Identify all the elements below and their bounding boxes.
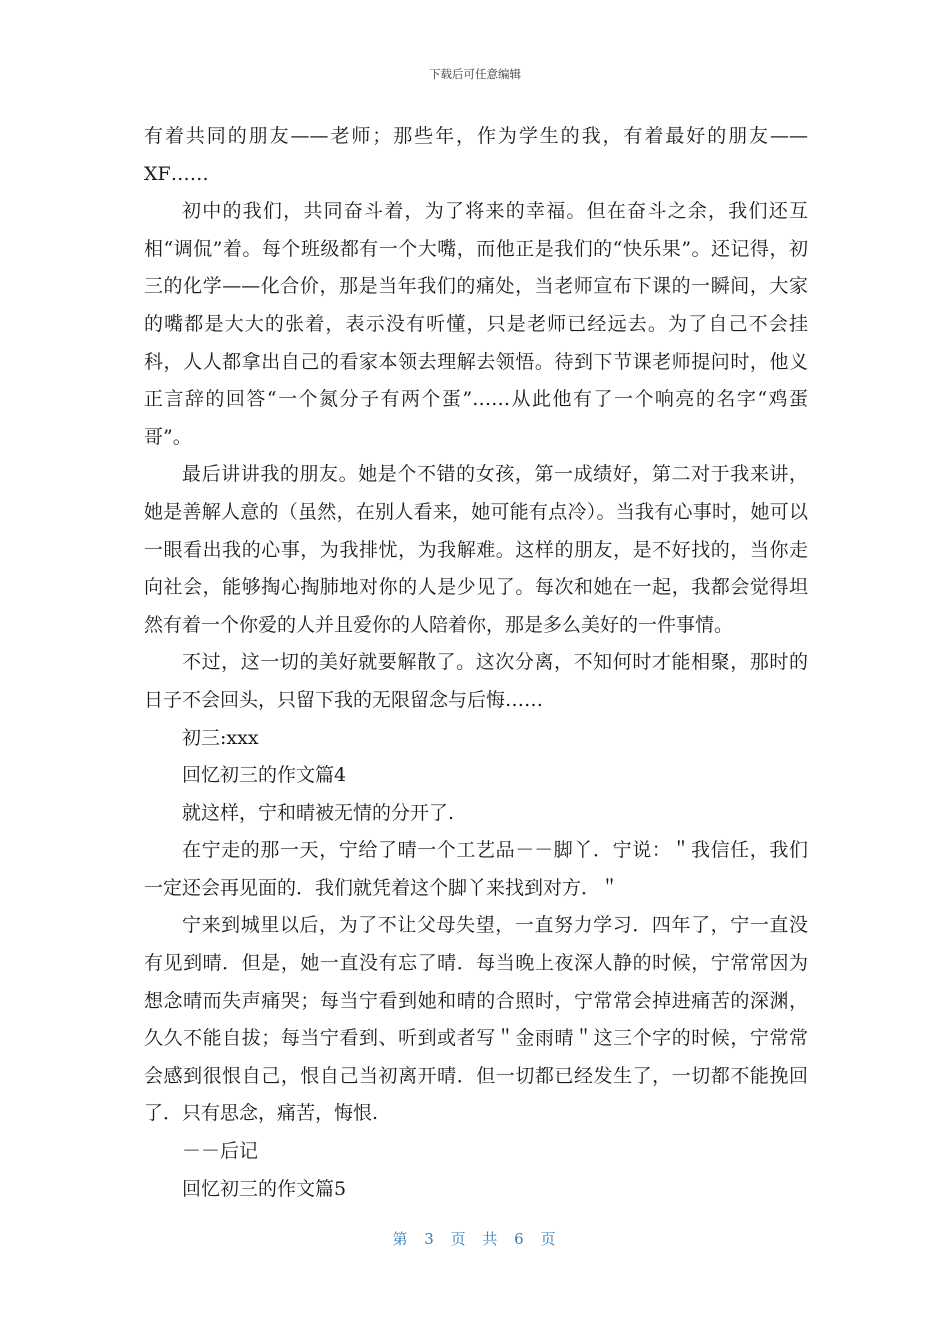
afterword-line: －－后记 [182, 1140, 259, 1163]
paragraph-7: 宁来到城里以后，为了不让父母失望，一直努力学习．四年了，宁一直没有见到晴．但是，她一直没有忘了晴．每当晚上夜深人静的时候，宁常常因为想念晴而失声痛哭；每当宁看到她和晴的合照时，宁常常会掉进痛苦的深渊，久久不能自拔；每当宁看到、听到或者写＂金雨晴＂这三个字的时候，宁常常会感到很恨自己，恨自己当初离开晴．但一切都已经发生了，一切都不能挽回了．只有思念，痛苦，悔恨. [144, 914, 808, 1125]
page-number-footer: 第 3 页 共 6 页 [392, 1230, 558, 1248]
paragraph-5: 就这样，宁和晴被无情的分开了. [182, 801, 455, 824]
section-heading-5: 回忆初三的作文篇5 [182, 1177, 347, 1200]
section-heading-4: 回忆初三的作文篇4 [182, 764, 347, 787]
document-body [144, 118, 808, 1208]
paragraph-4: 不过，这一切的美好就要解散了。这次分离，不知何时才能相聚，那时的日子不会回头，只留下我的无限留念与后悔…… [144, 651, 808, 711]
paragraph-6: 在宁走的那一天，宁给了晴一个工艺品－－脚丫．宁说：＂我信任，我们一定还会再见面的．我们就凭着这个脚丫来找到对方．＂ [144, 839, 808, 899]
page-header: 下载后可任意编辑 [429, 67, 521, 81]
paragraph-2: 初中的我们，共同奋斗着，为了将来的幸福。但在奋斗之余，我们还互相“调侃”着。每个班级都有一个大嘴，而他正是我们的“快乐果”。还记得，初三的化学——化合价，那是当年我们的痛处，当老师宣布下课的一瞬间，大家的嘴都是大大的张着，表示没有听懂，只是老师已经远去。为了自己不会挂科，人人都拿出自己的看家本领去理解去领悟。待到下节课老师提问时，他义正言辞的回答“一个氮分子有两个蛋”……从此他有了一个响亮的名字“鸡蛋哥”。 [144, 200, 808, 448]
paragraph-1: 有着共同的朋友——老师；那些年，作为学生的我，有着最好的朋友——XF…… [144, 125, 808, 185]
signature-line: 初三:xxx [182, 726, 259, 749]
paragraph-3: 最后讲讲我的朋友。她是个不错的女孩，第一成绩好，第二对于我来讲，她是善解人意的（虽然，在别人看来，她可能有点冷）。当我有心事时，她可以一眼看出我的心事，为我排忧，为我解难。这样的朋友，是不好找的，当你走向社会，能够掏心掏肺地对你的人是少见了。每次和她在一起，我都会觉得坦然有着一个你爱的人并且爱你的人陪着你，那是多么美好的一件事情。 [144, 463, 808, 636]
